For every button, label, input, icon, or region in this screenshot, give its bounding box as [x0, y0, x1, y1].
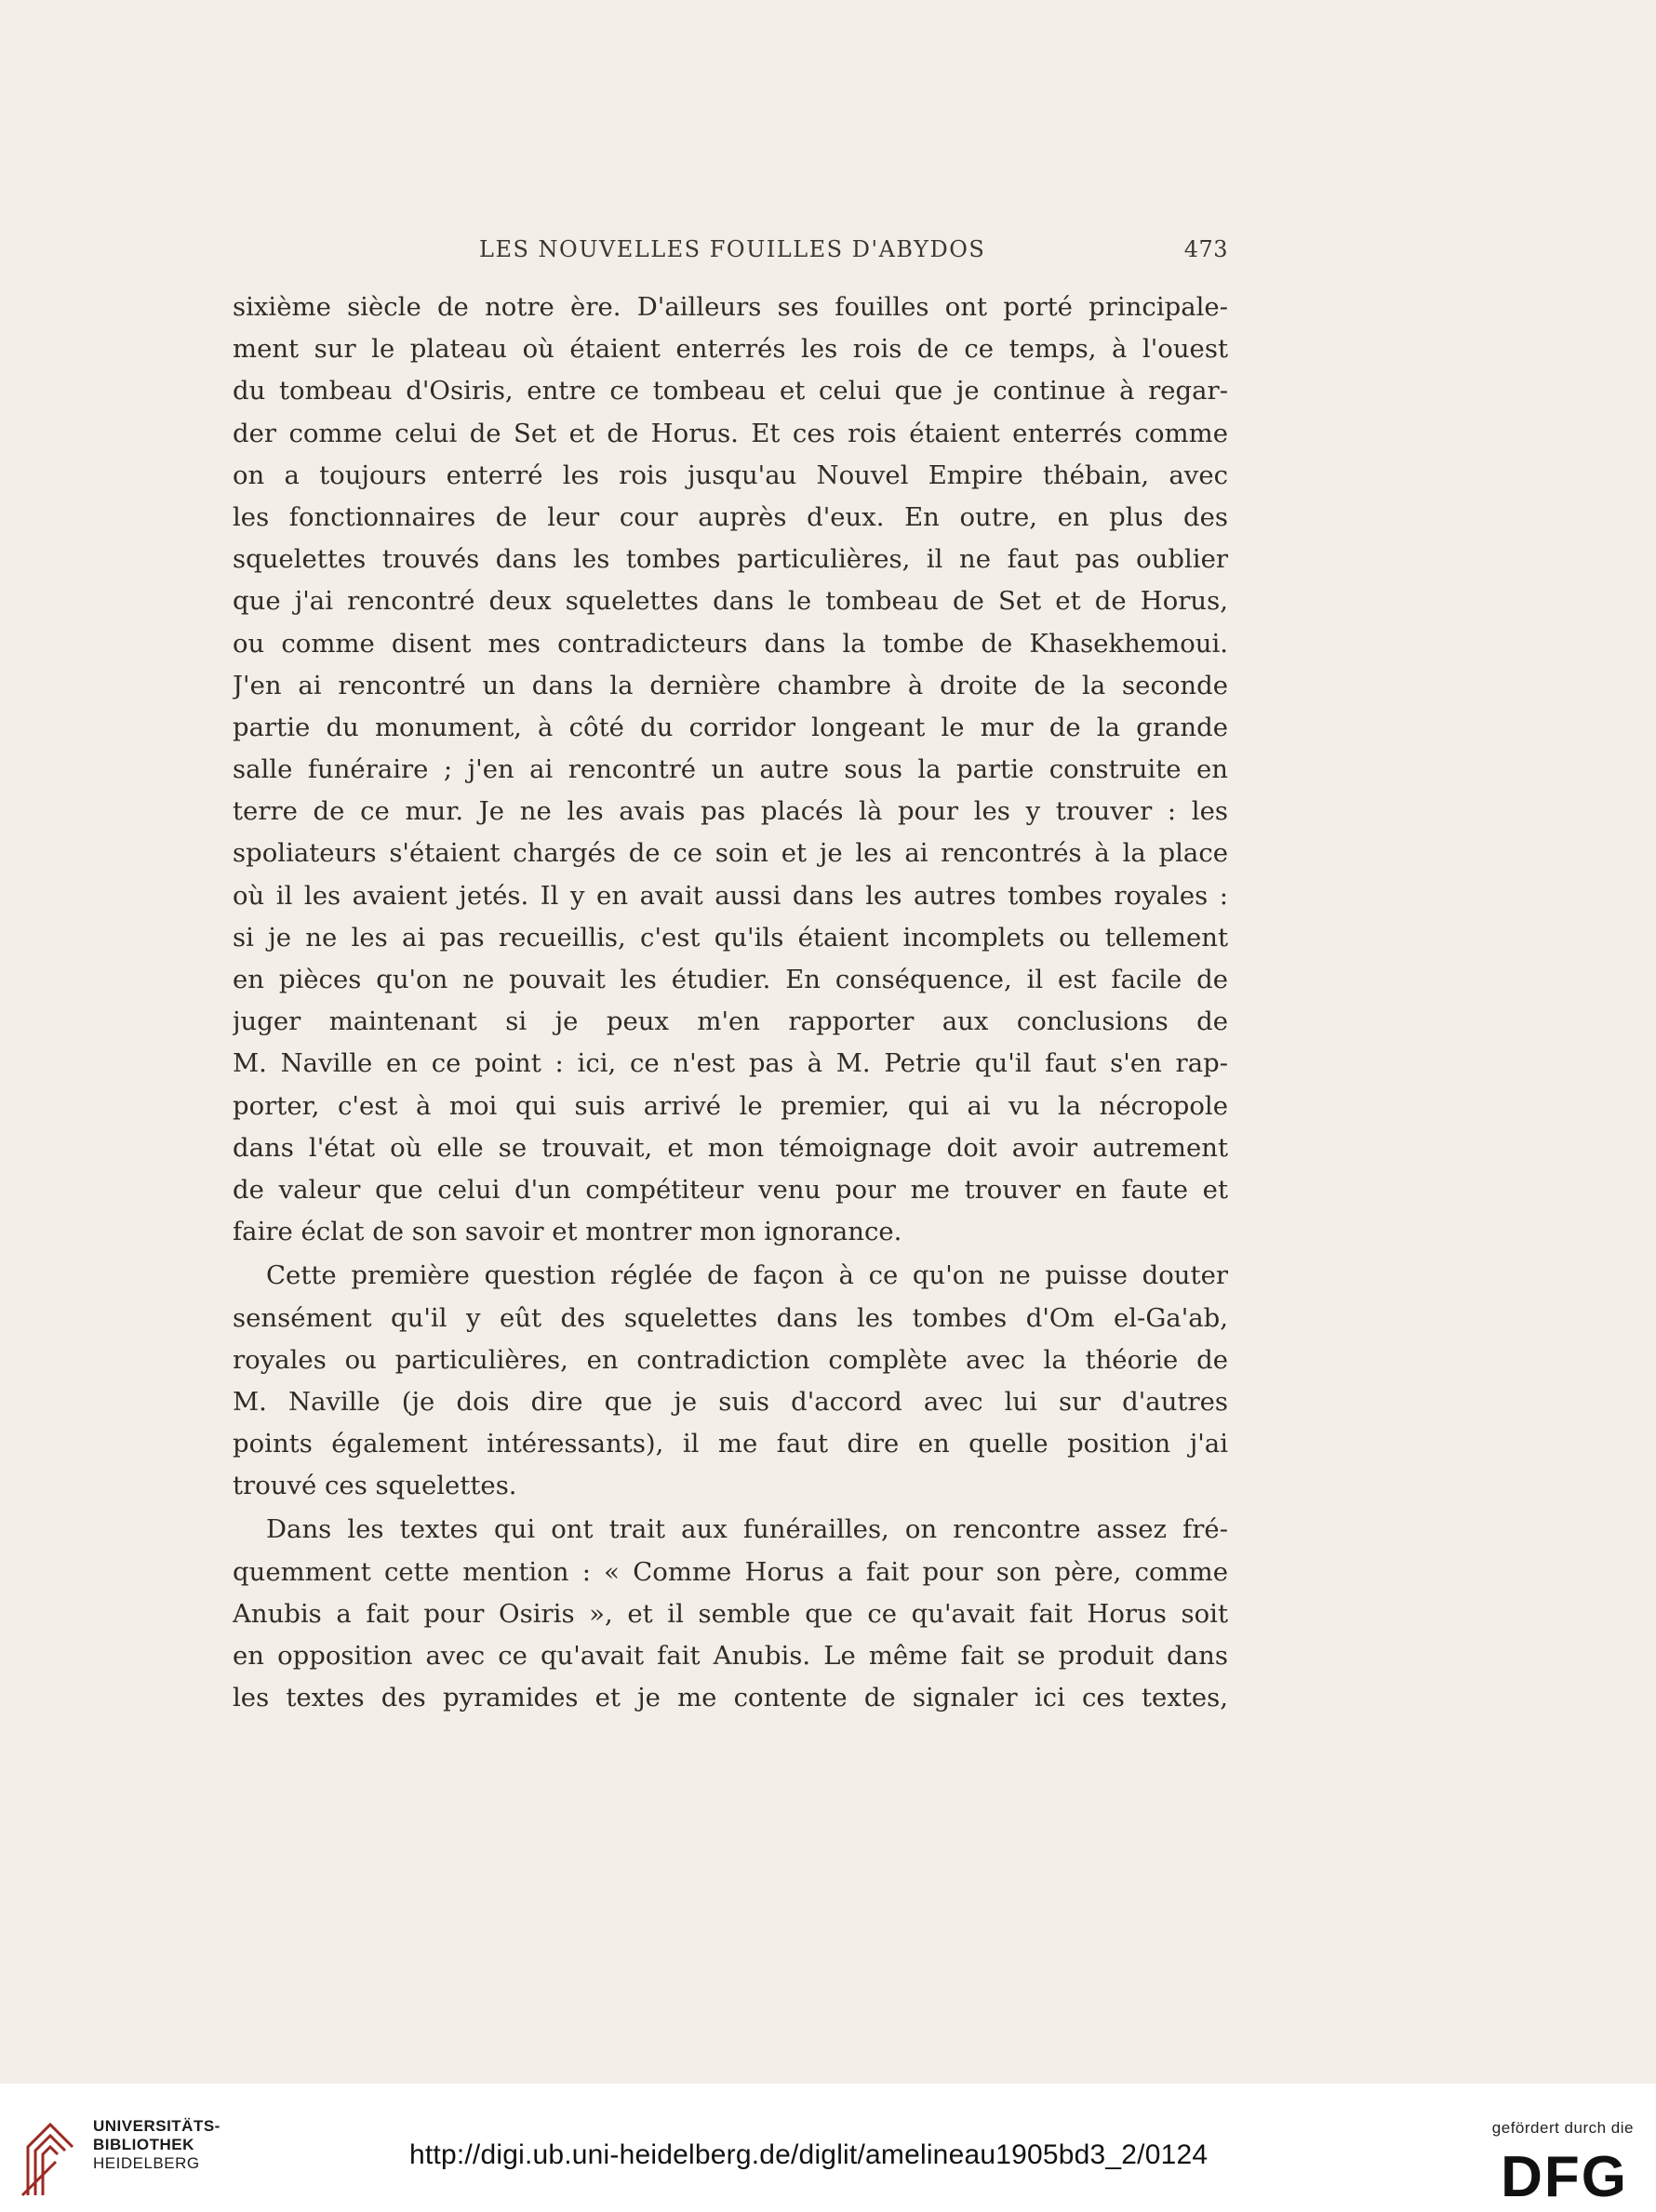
text-line: spoliateurs s'étaient chargés de ce soin et je les ai rencontrés à la place — [233, 838, 1228, 869]
library-name-line: UNIVERSITÄTS- — [93, 2117, 220, 2135]
text-line: der comme celui de Set et de Horus. Et ces rois étaient enterrés comme — [233, 418, 1228, 448]
body-text — [233, 286, 1228, 1719]
dfg-logo: DFG — [1501, 2145, 1628, 2209]
permalink-url[interactable]: http://digi.ub.uni-heidelberg.de/diglit/amelineau1905bd3_2/0124 — [409, 2139, 1209, 2170]
text-line: que j'ai rencontré deux squelettes dans le tombeau de Set et de Horus, — [233, 586, 1228, 617]
running-title: LES NOUVELLES FOUILLES D'ABYDOS — [479, 236, 986, 262]
text-line: de valeur que celui d'un compétiteur venu pour me trouver en faute et — [233, 1174, 1228, 1205]
text-line: si je ne les ai pas recueillis, c'est qu'ils étaient incomplets ou tellement — [233, 922, 1228, 953]
text-line: où il les avaient jetés. Il y en avait aussi dans les autres tombes royales : — [233, 880, 1228, 911]
text-line: porter, c'est à moi qui suis arrivé le premier, qui ai vu la nécropole — [233, 1090, 1228, 1121]
text-line: Dans les textes qui ont trait aux funérailles, on rencontre assez fré- — [266, 1514, 1228, 1545]
text-line: partie du monument, à côté du corridor longeant le mur de la grande — [233, 712, 1228, 742]
text-line: dans l'état où elle se trouvait, et mon témoignage doit avoir autrement — [233, 1132, 1228, 1163]
text-line: royales ou particulières, en contradiction complète avec la théorie de — [233, 1344, 1228, 1375]
funded-by-label: gefördert durch die — [1491, 2119, 1634, 2137]
text-line: ou comme disent mes contradicteurs dans la tombe de Khasekhemoui. — [233, 628, 1228, 659]
text-line: les fonctionnaires de leur cour auprès d'eux. En outre, en plus des — [233, 501, 1228, 532]
university-library-logo-icon — [19, 2112, 84, 2201]
text-line: en pièces qu'on ne pouvait les étudier. En conséquence, il est facile de — [233, 965, 1228, 994]
text-line: terre de ce mur. Je ne les avais pas placés là pour les y trouver : les — [233, 796, 1228, 827]
running-head — [233, 236, 1228, 273]
text-line: Cette première question réglée de façon à ce qu'on ne puisse douter — [266, 1260, 1228, 1291]
text-line: M. Naville en ce point : ici, ce n'est pas à M. Petrie qu'il faut s'en rap- — [233, 1048, 1228, 1079]
library-name-line: HEIDELBERG — [93, 2154, 200, 2172]
text-line: faire éclat de son savoir et montrer mon ignorance. — [233, 1217, 902, 1247]
text-line: squelettes trouvés dans les tombes particulières, il ne faut pas oublier — [233, 544, 1228, 575]
text-line: M. Naville (je dois dire que je suis d'accord avec lui sur d'autres — [233, 1386, 1228, 1417]
text-line: on a toujours enterré les rois jusqu'au Nouvel Empire thébain, avec — [233, 460, 1228, 490]
text-line: J'en ai rencontré un dans la dernière chambre à droite de la seconde — [233, 670, 1228, 700]
text-line: quemment cette mention : « Comme Horus a fait pour son père, comme — [233, 1556, 1228, 1587]
library-footer — [0, 2084, 1656, 2212]
library-name-line: BIBLIOTHEK — [93, 2136, 194, 2153]
text-line: du tombeau d'Osiris, entre ce tombeau et celui que je continue à regar- — [233, 376, 1228, 406]
text-line: en opposition avec ce qu'avait fait Anubis. Le même fait se produit dans — [233, 1641, 1228, 1671]
text-line: sixième siècle de notre ère. D'ailleurs ses fouilles ont porté principale- — [233, 292, 1228, 322]
page-number: 473 — [1183, 236, 1228, 262]
text-line: Anubis a fait pour Osiris », et il semble que ce qu'avait fait Horus soit — [233, 1598, 1228, 1629]
text-line: points également intéressants), il me faut dire en quelle position j'ai — [233, 1429, 1228, 1459]
text-line: juger maintenant si je peux m'en rapporter aux conclusions de — [233, 1006, 1228, 1037]
text-line: les textes des pyramides et je me contente de signaler ici ces textes, — [233, 1683, 1228, 1713]
text-line: salle funéraire ; j'en ai rencontré un autre sous la partie construite en — [233, 754, 1228, 785]
text-line: trouvé ces squelettes. — [233, 1471, 517, 1501]
text-line: ment sur le plateau où étaient enterrés les rois de ce temps, à l'ouest — [233, 334, 1228, 365]
library-name — [93, 2117, 220, 2173]
text-line: sensément qu'il y eût des squelettes dans les tombes d'Om el-Ga'ab, — [233, 1302, 1228, 1333]
